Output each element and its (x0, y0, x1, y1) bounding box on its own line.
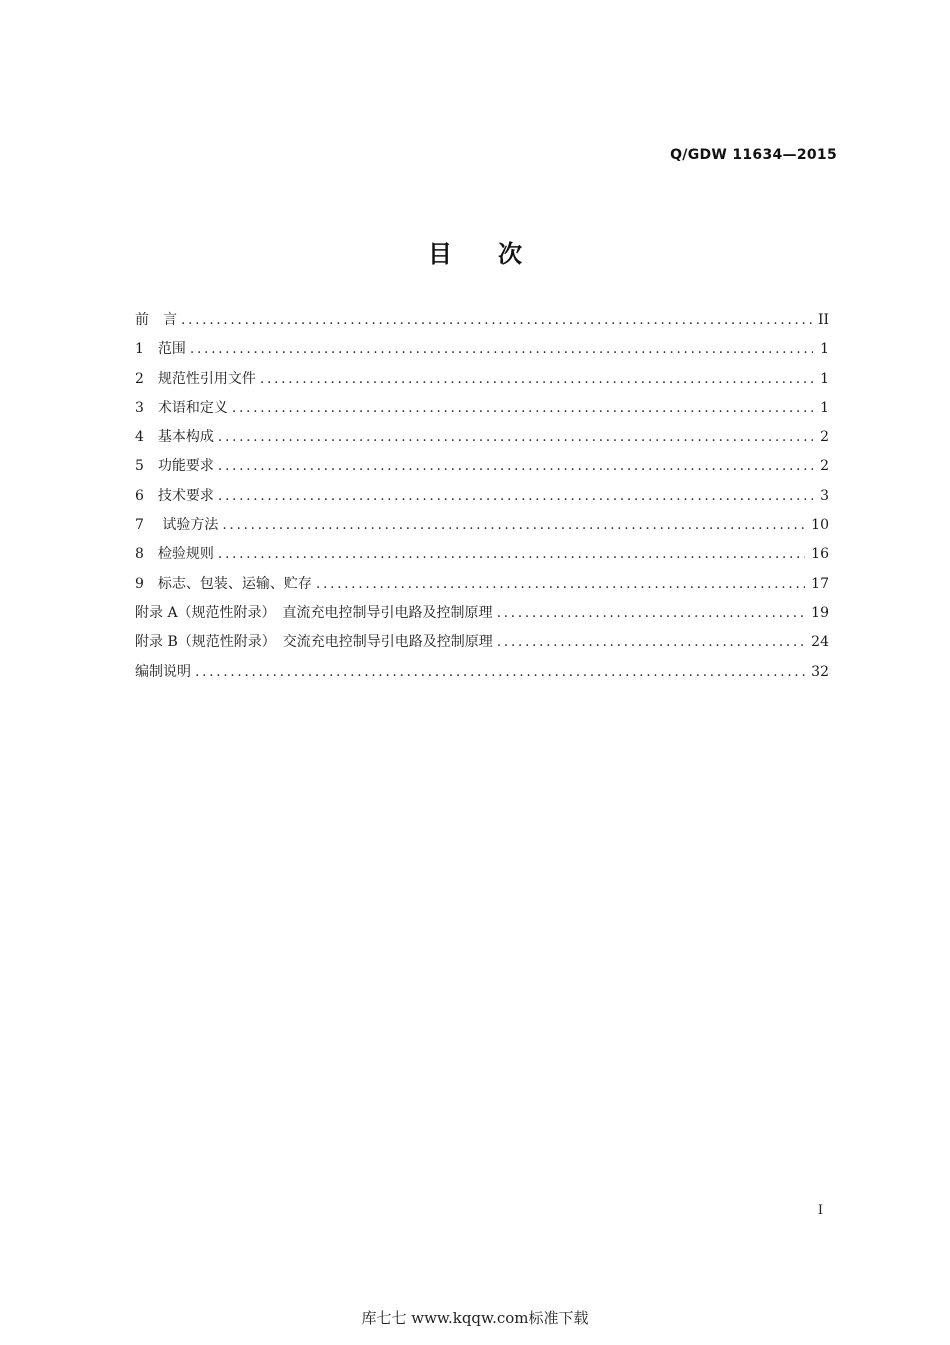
toc-entry-compilation-notes[interactable] (135, 661, 829, 690)
toc-entry-appendix-a[interactable] (135, 602, 829, 631)
toc-entry-page: 1 (820, 399, 829, 416)
toc-entry-page: 17 (811, 575, 829, 592)
toc-leader-dots (218, 488, 813, 504)
toc-entry-label: 9 标志、包装、运输、贮存 (135, 575, 312, 592)
footer-watermark-text: 库七七 www.kqqw.com标准下载 (361, 1309, 589, 1327)
toc-entry-page: 32 (811, 663, 829, 680)
toc-entry-foreword[interactable] (135, 309, 829, 338)
document-code: Q/GDW 11634—2015 (670, 147, 837, 163)
toc-entry-label: 7 试验方法 (135, 517, 219, 534)
toc-leader-dots (218, 458, 813, 474)
toc-title: 目次 (428, 240, 568, 268)
toc-entry-label: 8 检验规则 (135, 546, 214, 563)
toc-entry-label: 前 言 (135, 312, 177, 328)
toc-entry-page: 1 (820, 341, 829, 358)
toc-entry-marking-packaging[interactable] (135, 573, 829, 602)
toc-entry-label: 4 基本构成 (135, 429, 214, 446)
toc-leader-dots (232, 400, 813, 416)
toc-entry-page: 19 (811, 604, 829, 621)
toc-entry-page: 16 (811, 546, 829, 563)
toc-leader-dots (195, 664, 805, 680)
toc-entry-page: 2 (820, 429, 829, 446)
toc-entry-page: 1 (820, 370, 829, 387)
toc-entry-label: 5 功能要求 (135, 458, 214, 475)
toc-entry-appendix-b[interactable] (135, 631, 829, 660)
toc-leader-dots (222, 517, 805, 533)
table-of-contents (135, 309, 829, 690)
toc-entry-technical-requirements[interactable] (135, 485, 829, 514)
toc-leader-dots (316, 576, 805, 592)
toc-entry-page: 3 (820, 487, 829, 504)
toc-entry-functional-requirements[interactable] (135, 455, 829, 484)
page-number: I (817, 1203, 823, 1218)
toc-leader-dots (218, 546, 805, 562)
toc-entry-page: 10 (811, 517, 829, 534)
toc-entry-label: 附录 B（规范性附录） 交流充电控制导引电路及控制原理 (135, 634, 493, 651)
toc-leader-dots (497, 634, 805, 650)
toc-leader-dots (190, 341, 813, 357)
toc-entry-label: 1 范围 (135, 341, 186, 358)
toc-leader-dots (218, 429, 813, 445)
toc-entry-label: 6 技术要求 (135, 487, 214, 504)
toc-entry-basic-composition[interactable] (135, 426, 829, 455)
toc-entry-inspection-rules[interactable] (135, 543, 829, 572)
toc-entry-label: 2 规范性引用文件 (135, 370, 256, 387)
toc-entry-page: 24 (811, 634, 829, 651)
toc-leader-dots (497, 605, 806, 621)
toc-leader-dots (181, 312, 812, 328)
toc-entry-scope[interactable] (135, 338, 829, 367)
toc-entry-label: 编制说明 (135, 663, 191, 680)
toc-entry-page: II (817, 312, 829, 328)
toc-entry-normative-references[interactable] (135, 368, 829, 397)
toc-entry-test-methods[interactable] (135, 514, 829, 543)
toc-entry-terms-definitions[interactable] (135, 397, 829, 426)
toc-entry-label: 3 术语和定义 (135, 399, 228, 416)
toc-leader-dots (260, 371, 813, 387)
toc-entry-page: 2 (820, 458, 829, 475)
toc-entry-label: 附录 A（规范性附录） 直流充电控制导引电路及控制原理 (135, 604, 493, 621)
